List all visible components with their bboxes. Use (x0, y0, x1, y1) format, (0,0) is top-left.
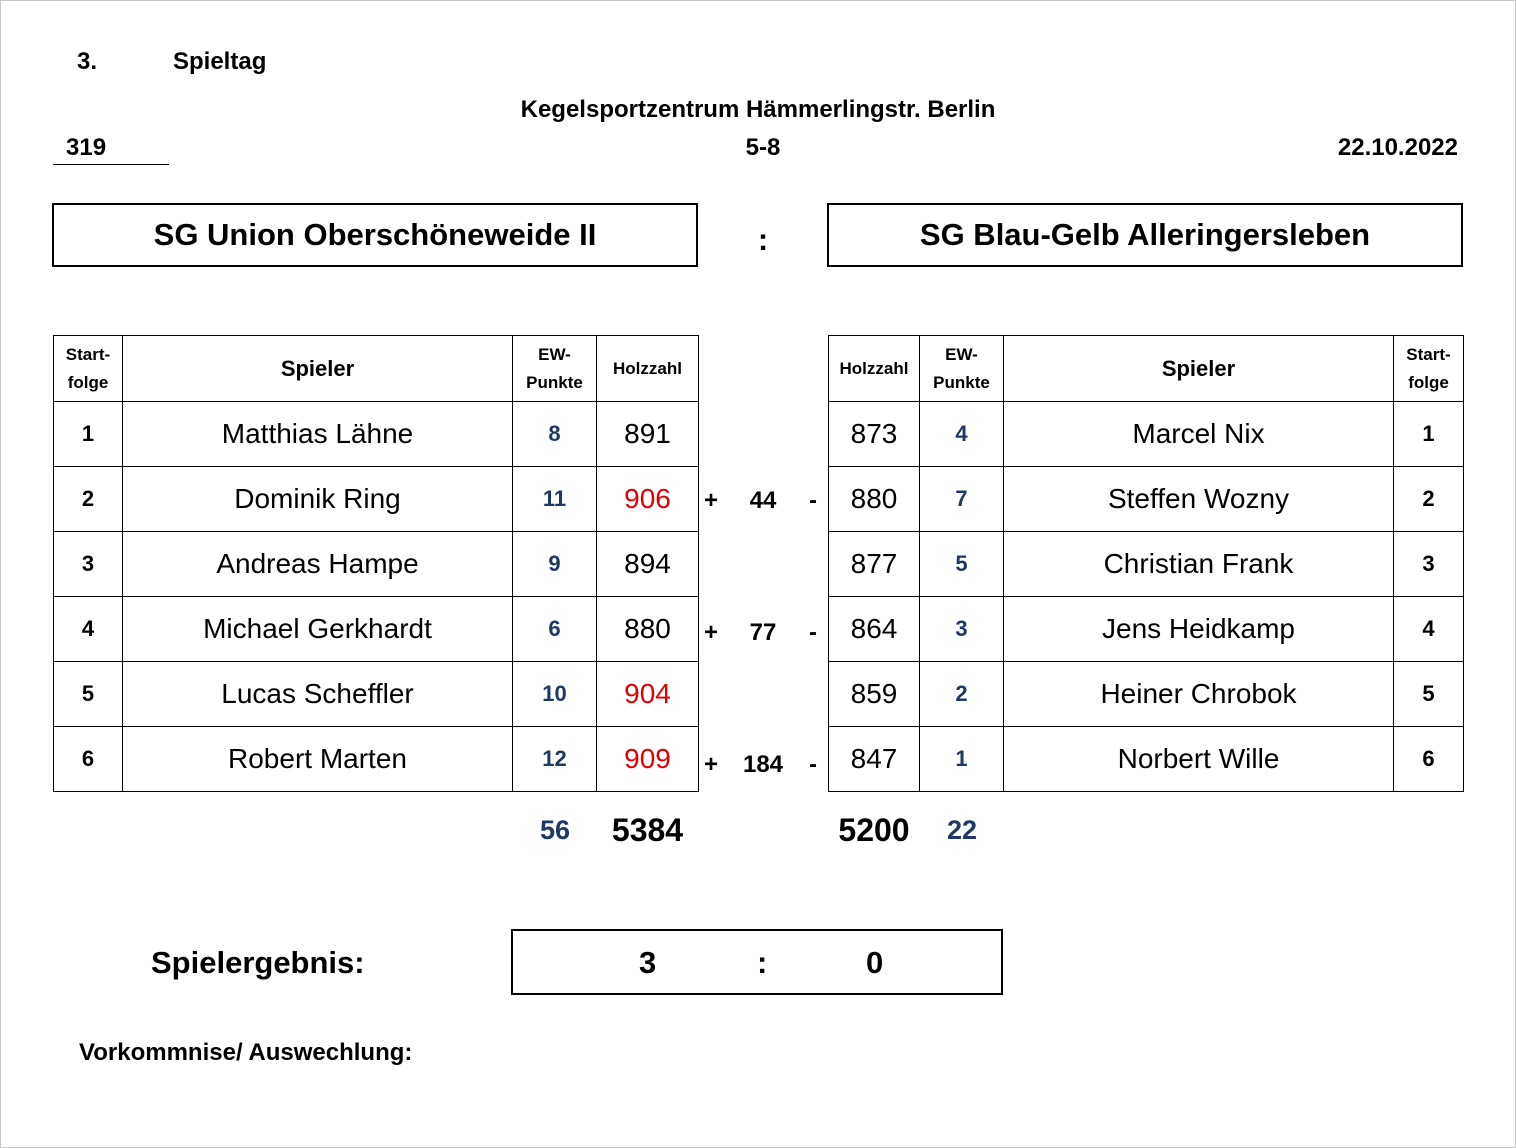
home-ew-points: 8 (513, 402, 597, 467)
away-col-pins: Holzzahl (829, 336, 920, 402)
home-pins-total: 5384 (611, 812, 684, 848)
away-ew-points: 3 (920, 597, 1004, 662)
result-box (511, 929, 1003, 995)
away-start: 5 (1394, 662, 1464, 727)
table-row (54, 597, 699, 662)
away-start: 4 (1394, 597, 1464, 662)
home-start: 6 (54, 727, 123, 792)
away-player-name: Heiner Chrobok (1004, 662, 1394, 727)
home-ew-points: 9 (513, 532, 597, 597)
home-team-name: SG Union Oberschöneweide II (153, 217, 597, 252)
away-team-name: SG Blau-Gelb Alleringersleben (919, 217, 1371, 252)
away-col-player: Spieler (1004, 336, 1394, 402)
away-player-name: Jens Heidkamp (1004, 597, 1394, 662)
away-start: 3 (1394, 532, 1464, 597)
home-start: 3 (54, 532, 123, 597)
home-player-name: Robert Marten (123, 727, 513, 792)
round-label: Spieltag (173, 48, 267, 75)
away-col-start: Start- folge (1394, 336, 1464, 402)
home-pins: 880 (597, 597, 699, 662)
table-row (54, 662, 699, 727)
home-table-header (54, 336, 699, 402)
diff-1-minus: - (809, 487, 817, 514)
diff-2-minus: - (809, 619, 817, 646)
match-date: 22.10.2022 (1337, 134, 1458, 161)
away-ew-points: 5 (920, 532, 1004, 597)
away-pins: 880 (829, 467, 920, 532)
home-team-box (52, 203, 698, 267)
home-col-ew: EW- Punkte (513, 336, 597, 402)
teams-separator: : (757, 222, 769, 257)
away-start: 6 (1394, 727, 1464, 792)
home-ew-points: 6 (513, 597, 597, 662)
away-ew-total: 22 (946, 815, 978, 845)
home-player-name: Dominik Ring (123, 467, 513, 532)
home-players-table (53, 335, 699, 792)
home-pins: 904 (597, 662, 699, 727)
notes-label: Vorkommnise/ Auswechlung: (79, 1039, 413, 1066)
home-player-name: Michael Gerkhardt (123, 597, 513, 662)
home-pins: 909 (597, 727, 699, 792)
home-start: 2 (54, 467, 123, 532)
result-away: 0 (866, 945, 884, 980)
away-start: 2 (1394, 467, 1464, 532)
result-label: Spielergebnis: (151, 945, 365, 980)
diff-2-plus: + (704, 619, 719, 646)
away-player-name: Christian Frank (1004, 532, 1394, 597)
home-start: 4 (54, 597, 123, 662)
away-ew-points: 7 (920, 467, 1004, 532)
away-pins: 847 (829, 727, 920, 792)
table-row (829, 662, 1464, 727)
away-player-name: Steffen Wozny (1004, 467, 1394, 532)
away-team-box (827, 203, 1463, 267)
home-col-start: Start- folge (54, 336, 123, 402)
home-col-pins: Holzzahl (597, 336, 699, 402)
home-pins: 906 (597, 467, 699, 532)
away-pins-total: 5200 (838, 812, 910, 848)
home-col-player: Spieler (123, 336, 513, 402)
table-row (829, 402, 1464, 467)
home-ew-points: 12 (513, 727, 597, 792)
diff-2-value: 77 (749, 619, 777, 646)
diff-1-plus: + (704, 487, 719, 514)
away-start: 1 (1394, 402, 1464, 467)
away-pins: 864 (829, 597, 920, 662)
diff-3-value: 184 (742, 751, 784, 778)
diff-3-plus: + (704, 751, 719, 778)
home-ew-points: 10 (513, 662, 597, 727)
home-pins: 894 (597, 532, 699, 597)
table-row (54, 727, 699, 792)
away-pins: 873 (829, 402, 920, 467)
table-row (829, 532, 1464, 597)
home-player-name: Lucas Scheffler (123, 662, 513, 727)
table-row (829, 467, 1464, 532)
table-row (54, 532, 699, 597)
lanes: 5-8 (745, 134, 781, 161)
home-player-name: Matthias Lähne (123, 402, 513, 467)
home-ew-points: 11 (513, 467, 597, 532)
table-row (829, 727, 1464, 792)
away-ew-points: 4 (920, 402, 1004, 467)
away-player-name: Norbert Wille (1004, 727, 1394, 792)
home-ew-total: 56 (539, 815, 571, 845)
diff-3-minus: - (809, 751, 817, 778)
venue: Kegelsportzentrum Hämmerlingstr. Berlin (520, 96, 996, 123)
diff-1-value: 44 (749, 487, 777, 514)
away-col-ew: EW- Punkte (920, 336, 1004, 402)
home-pins: 891 (597, 402, 699, 467)
away-pins: 859 (829, 662, 920, 727)
away-ew-points: 1 (920, 727, 1004, 792)
round-number: 3. (77, 48, 98, 75)
home-player-name: Andreas Hampe (123, 532, 513, 597)
match-id: 319 (66, 134, 107, 161)
home-start: 5 (54, 662, 123, 727)
result-home: 3 (639, 945, 657, 980)
result-separator: : (757, 945, 768, 980)
away-ew-points: 2 (920, 662, 1004, 727)
away-players-table (828, 335, 1464, 792)
table-row (54, 467, 699, 532)
away-player-name: Marcel Nix (1004, 402, 1394, 467)
table-row (829, 597, 1464, 662)
table-row (54, 402, 699, 467)
home-start: 1 (54, 402, 123, 467)
away-pins: 877 (829, 532, 920, 597)
match-id-underline (53, 164, 169, 165)
away-table-header (829, 336, 1464, 402)
